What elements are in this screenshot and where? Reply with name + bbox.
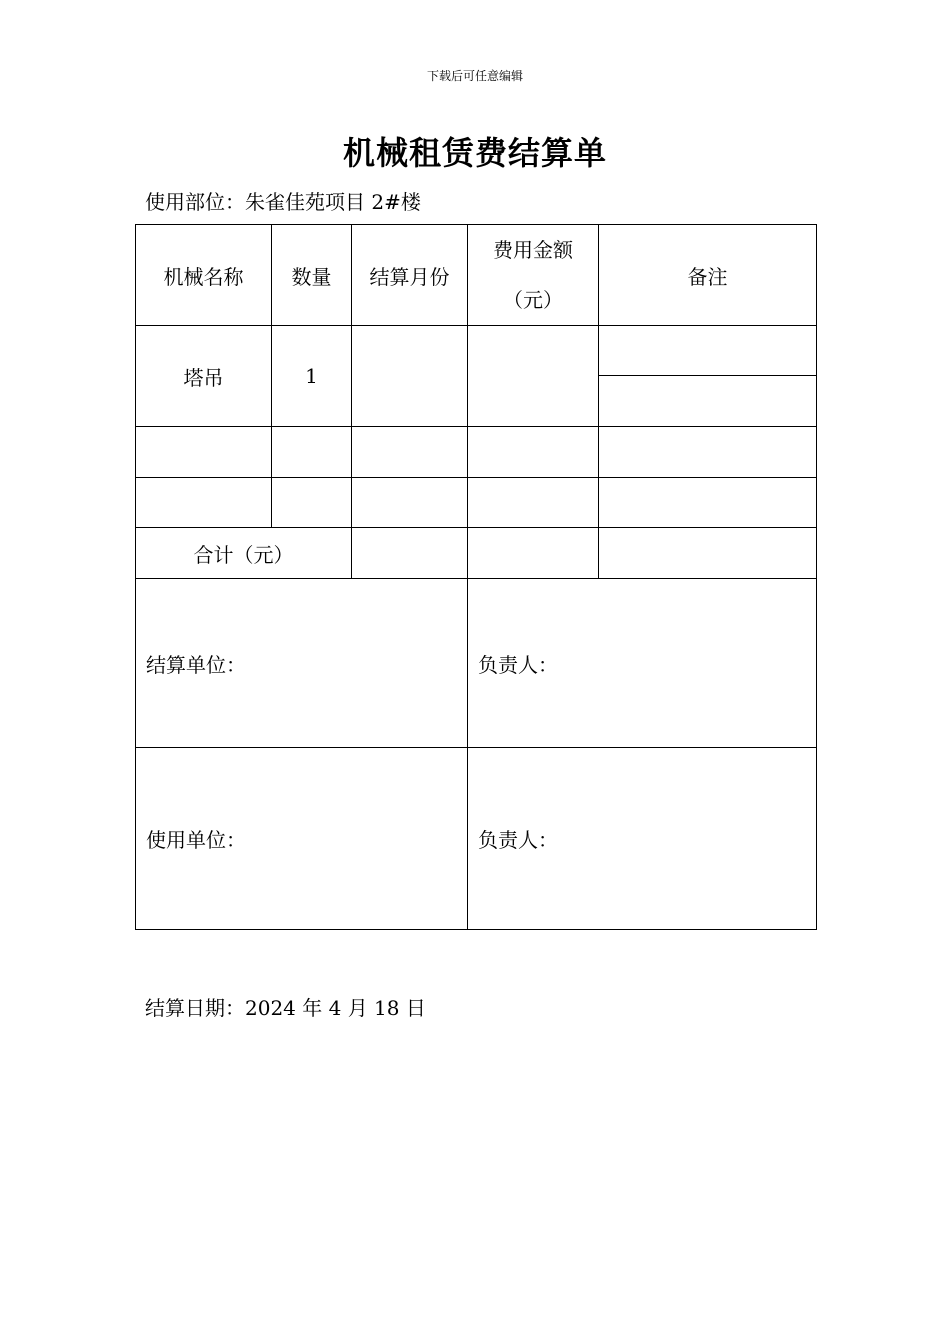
header-amount xyxy=(468,225,599,326)
header-quantity: 数量 xyxy=(272,225,352,326)
row2-machine-name xyxy=(136,427,272,478)
settle-date-label: 结算日期： xyxy=(145,996,245,1020)
settle-date-line xyxy=(145,992,426,1021)
row3-remark xyxy=(599,478,817,528)
row3-amount xyxy=(468,478,599,528)
row1-quantity: 1 xyxy=(272,326,352,427)
row2-quantity xyxy=(272,427,352,478)
row2-settle-month xyxy=(352,427,468,478)
total-settle-month xyxy=(352,528,468,579)
user-person-label: 负责人： xyxy=(468,748,817,930)
user-unit-label: 使用单位： xyxy=(136,748,468,930)
total-remark xyxy=(599,528,817,579)
row1-remark-b xyxy=(599,376,817,427)
header-remark: 备注 xyxy=(599,225,817,326)
row2-remark xyxy=(599,427,817,478)
settle-unit-label: 结算单位： xyxy=(136,579,468,748)
usage-dept-line xyxy=(145,186,421,215)
user-signature-row xyxy=(136,748,817,930)
settle-person-label: 负责人： xyxy=(468,579,817,748)
row1-amount xyxy=(468,326,599,427)
table-row xyxy=(136,326,817,376)
header-row xyxy=(136,225,817,326)
settle-date-value: 2024 年 4 月 18 日 xyxy=(245,996,426,1020)
row3-machine-name xyxy=(136,478,272,528)
usage-dept-label: 使用部位： xyxy=(145,190,245,214)
header-machine-name: 机械名称 xyxy=(136,225,272,326)
settlement-table xyxy=(135,224,817,930)
header-amount-line2: （元） xyxy=(503,288,563,312)
row1-machine-name: 塔吊 xyxy=(136,326,272,427)
header-amount-line1: 费用金额 xyxy=(493,238,573,262)
table-row xyxy=(136,478,817,528)
header-settle-month: 结算月份 xyxy=(352,225,468,326)
total-row xyxy=(136,528,817,579)
total-label: 合计（元） xyxy=(136,528,352,579)
row3-quantity xyxy=(272,478,352,528)
table-row xyxy=(136,427,817,478)
usage-dept-value: 朱雀佳苑项目 2#楼 xyxy=(245,190,421,214)
row1-settle-month xyxy=(352,326,468,427)
header-note: 下载后可任意编辑 xyxy=(426,69,523,83)
row3-settle-month xyxy=(352,478,468,528)
row2-amount xyxy=(468,427,599,478)
row1-remark-a xyxy=(599,326,817,376)
total-amount xyxy=(468,528,599,579)
settle-signature-row xyxy=(136,579,817,748)
document-title: 机械租赁费结算单 xyxy=(342,134,607,172)
